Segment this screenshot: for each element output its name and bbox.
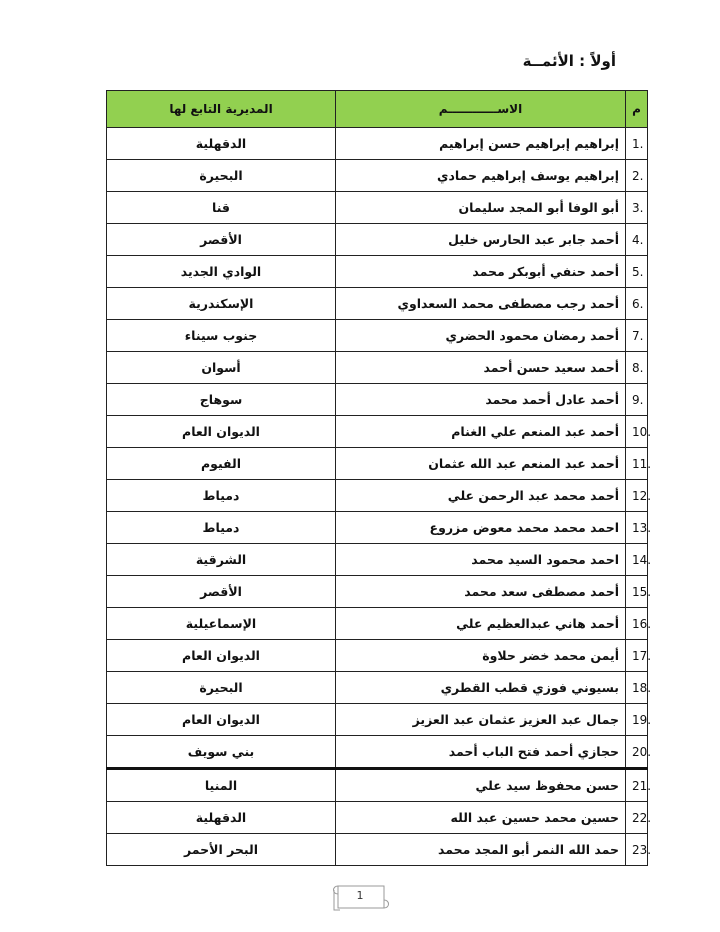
row-number: 19. (626, 704, 648, 736)
row-directorate: بني سويف (107, 736, 336, 769)
row-directorate: الديوان العام (107, 704, 336, 736)
row-directorate: جنوب سيناء (107, 320, 336, 352)
page-number-scroll (330, 880, 390, 914)
row-number: 18. (626, 672, 648, 704)
row-number: 4. (626, 224, 648, 256)
row-name: جمال عبد العزيز عثمان عبد العزيز (336, 704, 626, 736)
table-row (107, 416, 648, 448)
imams-table (106, 90, 652, 866)
row-number: 20. (626, 736, 648, 769)
column-header-number: م (626, 91, 648, 128)
column-header-name: الاســــــــــــم (336, 91, 626, 128)
table-row (107, 802, 648, 834)
table-row (107, 640, 648, 672)
table-row (107, 576, 648, 608)
table-row (107, 769, 648, 802)
row-name: أحمد مصطفى سعد محمد (336, 576, 626, 608)
row-name: احمد محمد محمد معوض مزروع (336, 512, 626, 544)
row-name: أحمد جابر عبد الحارس خليل (336, 224, 626, 256)
row-directorate: الأقصر (107, 224, 336, 256)
row-number: 14. (626, 544, 648, 576)
row-number: 3. (626, 192, 648, 224)
table-row (107, 608, 648, 640)
row-number: 15. (626, 576, 648, 608)
row-number: 9. (626, 384, 648, 416)
row-name: أيمن محمد خضر حلاوة (336, 640, 626, 672)
row-number: 22. (626, 802, 648, 834)
table-row (107, 704, 648, 736)
row-number: 10. (626, 416, 648, 448)
row-name: أحمد حنفي أبوبكر محمد (336, 256, 626, 288)
row-directorate: قنا (107, 192, 336, 224)
row-name: حسن محفوظ سيد علي (336, 769, 626, 802)
table-row (107, 480, 648, 512)
table-row (107, 352, 648, 384)
page-heading: أولاً : الأئمــة (522, 52, 616, 70)
row-number: 17. (626, 640, 648, 672)
table-row (107, 256, 648, 288)
row-directorate: المنيا (107, 769, 336, 802)
row-directorate: سوهاج (107, 384, 336, 416)
row-name: أحمد عادل أحمد محمد (336, 384, 626, 416)
column-header-directorate: المديرية التابع لها (107, 91, 336, 128)
row-number: 21. (626, 769, 648, 802)
row-directorate: الأقصر (107, 576, 336, 608)
row-number: 2. (626, 160, 648, 192)
row-directorate: الإسكندرية (107, 288, 336, 320)
row-name: حجازي أحمد فتح الباب أحمد (336, 736, 626, 769)
row-directorate: الديوان العام (107, 640, 336, 672)
row-name: أحمد سعيد حسن أحمد (336, 352, 626, 384)
row-number: 6. (626, 288, 648, 320)
row-name: أحمد محمد عبد الرحمن علي (336, 480, 626, 512)
row-directorate: الشرقية (107, 544, 336, 576)
row-directorate: البحيرة (107, 672, 336, 704)
row-directorate: الدقهلية (107, 128, 336, 160)
page-number: 1 (356, 889, 364, 902)
row-name: إبراهيم يوسف إبراهيم حمادي (336, 160, 626, 192)
table-row (107, 834, 648, 866)
row-directorate: الوادي الجديد (107, 256, 336, 288)
table-row (107, 736, 648, 769)
row-number: 12. (626, 480, 648, 512)
row-number: 11. (626, 448, 648, 480)
row-directorate: أسوان (107, 352, 336, 384)
row-number: 13. (626, 512, 648, 544)
row-name: أحمد رجب مصطفى محمد السعداوي (336, 288, 626, 320)
row-name: أحمد هاني عبدالعظيم علي (336, 608, 626, 640)
table-row (107, 384, 648, 416)
row-name: أحمد عبد المنعم عبد الله عثمان (336, 448, 626, 480)
table-row (107, 672, 648, 704)
row-name: أبو الوفا أبو المجد سليمان (336, 192, 626, 224)
row-number: 5. (626, 256, 648, 288)
row-directorate: دمياط (107, 512, 336, 544)
row-name: حسين محمد حسين عبد الله (336, 802, 626, 834)
row-name: حمد الله النمر أبو المجد محمد (336, 834, 626, 866)
table-row (107, 512, 648, 544)
row-name: أحمد رمضان محمود الحضري (336, 320, 626, 352)
row-name: إبراهيم إبراهيم حسن إبراهيم (336, 128, 626, 160)
table-row (107, 128, 648, 160)
table-row (107, 160, 648, 192)
row-name: بسيوني فوزي قطب القطري (336, 672, 626, 704)
row-directorate: البحر الأحمر (107, 834, 336, 866)
table-row (107, 224, 648, 256)
table-row (107, 544, 648, 576)
row-directorate: الديوان العام (107, 416, 336, 448)
table-row (107, 448, 648, 480)
row-directorate: الإسماعيلية (107, 608, 336, 640)
row-directorate: دمياط (107, 480, 336, 512)
row-name: أحمد عبد المنعم علي الغنام (336, 416, 626, 448)
table-row (107, 288, 648, 320)
row-number: 16. (626, 608, 648, 640)
table-header-row (107, 91, 648, 128)
table-row (107, 192, 648, 224)
row-number: 7. (626, 320, 648, 352)
row-directorate: البحيرة (107, 160, 336, 192)
row-name: احمد محمود السيد محمد (336, 544, 626, 576)
table-row (107, 320, 648, 352)
row-number: 8. (626, 352, 648, 384)
row-directorate: الفيوم (107, 448, 336, 480)
row-number: 1. (626, 128, 648, 160)
row-number: 23. (626, 834, 648, 866)
row-directorate: الدقهلية (107, 802, 336, 834)
